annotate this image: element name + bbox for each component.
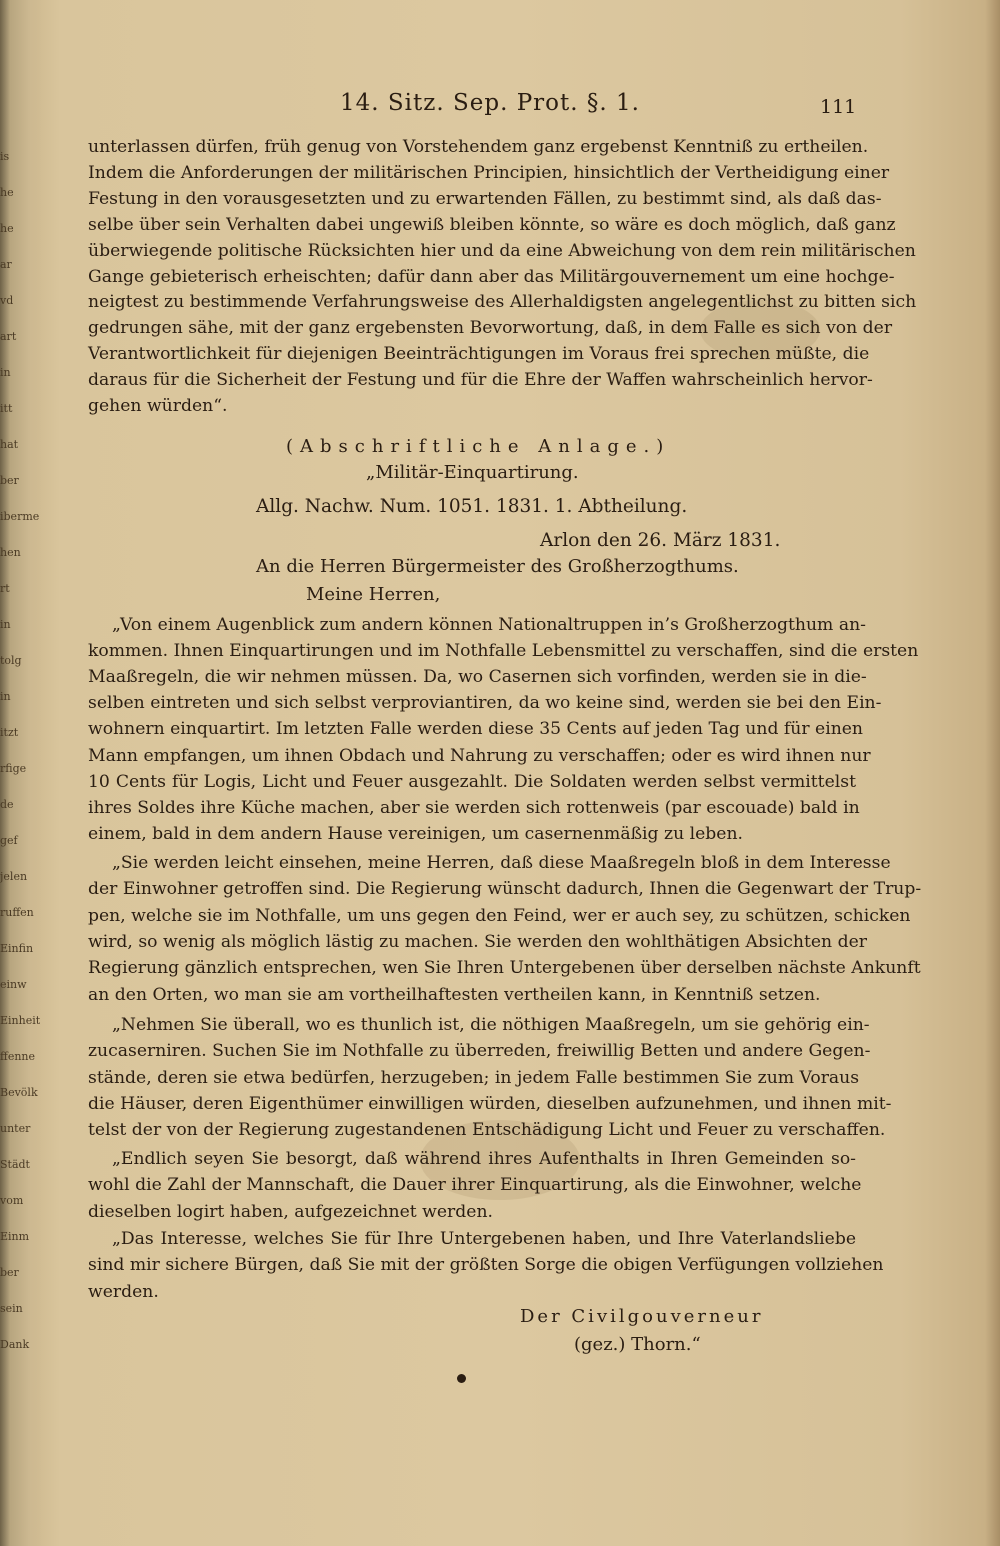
text-line: pen, welche sie im Nothfalle, um uns gegen den Feind, wer er auch sey, zu schützen, schicken bbox=[88, 905, 911, 926]
gutter-fragment: de bbox=[0, 798, 14, 811]
place-date: Arlon den 26. März 1831. bbox=[540, 530, 781, 551]
gutter-fragment: in bbox=[0, 618, 11, 631]
text-line: 10 Cents für Logis, Licht und Feuer ausgezahlt. Die Soldaten werden selbst vermittelst bbox=[88, 771, 856, 792]
gutter-fragment: ber bbox=[0, 474, 19, 487]
text-line: Festung in den vorausgesetzten und zu erwartenden Fällen, zu bestimmt sind, als daß das- bbox=[88, 188, 882, 209]
text-line: wohnern einquartirt. Im letzten Falle werden diese 35 Cents auf jeden Tag und für einen bbox=[88, 719, 864, 740]
gutter-fragment: itzt bbox=[0, 726, 19, 739]
running-head: 14. Sitz. Sep. Prot. §. 1. bbox=[340, 90, 640, 116]
gutter-fragment: jelen bbox=[0, 870, 28, 883]
signature-title: Der Civilgouverneur bbox=[520, 1306, 764, 1327]
gutter-fragment: tolg bbox=[0, 654, 22, 667]
text-line: selbe über sein Verhalten dabei ungewiß bleiben könnte, so wäre es doch möglich, daß ganz bbox=[88, 214, 896, 235]
page-number: 111 bbox=[820, 96, 857, 118]
text-line: daraus für die Sicherheit der Festung und für die Ehre der Waffen wahrscheinlich hervor- bbox=[88, 370, 873, 391]
text-line: Maaßregeln, die wir nehmen müssen. Da, wo Casernen sich vorfinden, werden sie in die- bbox=[88, 667, 867, 688]
gutter-fragment: iberme bbox=[0, 510, 40, 523]
addressee: An die Herren Bürgermeister des Großherzogthums. bbox=[256, 556, 739, 577]
text-line: „Endlich seyen Sie besorgt, daß während ihres Aufenthalts in Ihren Gemeinden so- bbox=[112, 1149, 856, 1169]
text-line: der Einwohner getroffen sind. Die Regierung wünscht dadurch, Ihnen die Gegenwart der Trup- bbox=[88, 879, 922, 900]
gutter-fragment: Einfin bbox=[0, 942, 34, 955]
gutter-fragment: ber bbox=[0, 1266, 19, 1279]
gutter-fragment: Städt bbox=[0, 1158, 30, 1171]
gutter-fragment: ruffen bbox=[0, 906, 34, 919]
text-line: „Das Interesse, welches Sie für Ihre Untergebenen haben, und Ihre Vaterlandsliebe bbox=[112, 1229, 856, 1249]
gutter-fragment: Einheit bbox=[0, 1014, 40, 1027]
text-line: Indem die Anforderungen der militärischen Principien, hinsichtlich der Vertheidigung einer bbox=[88, 162, 890, 183]
text-line: „Nehmen Sie überall, wo es thunlich ist, die nöthigen Maaßregeln, um sie gehörig ein- bbox=[112, 1015, 870, 1035]
text-line: Verantwortlichkeit für diejenigen Beeinträchtigungen im Voraus frei sprechen müßte, die bbox=[88, 344, 870, 365]
gutter-fragment: Bevölk bbox=[0, 1086, 38, 1099]
gutter-fragment: is bbox=[0, 150, 10, 163]
text-line: an den Orten, wo man sie am vortheilhaftesten vertheilen kann, in Kenntniß setzen. bbox=[88, 984, 821, 1005]
text-line: telst der von der Regierung zugestandenen Entschädigung Licht und Feuer zu verschaffen. bbox=[88, 1120, 886, 1141]
gutter-fragment: hat bbox=[0, 438, 19, 451]
gutter-fragment: art bbox=[0, 330, 17, 343]
gutter-fragment: in bbox=[0, 366, 11, 379]
text-line: zucaserniren. Suchen Sie im Nothfalle zu überreden, freiwillig Betten und andere Gegen- bbox=[88, 1041, 871, 1062]
salutation: Meine Herren, bbox=[306, 584, 441, 605]
text-line: stände, deren sie etwa bedürfen, herzugeben; in jedem Falle bestimmen Sie zum Voraus bbox=[88, 1067, 860, 1088]
gutter-fragment: ar bbox=[0, 258, 12, 271]
gutter-fragment: vom bbox=[0, 1194, 24, 1207]
text-line: „Von einem Augenblick zum andern können Nationaltruppen in’s Großherzogthum an- bbox=[112, 615, 866, 635]
text-line: gehen würden“. bbox=[88, 396, 228, 416]
gutter-fragment: he bbox=[0, 222, 14, 235]
gutter-fragment: Dank bbox=[0, 1338, 30, 1351]
gutter-fragment: einw bbox=[0, 978, 27, 991]
text-line: dieselben logirt haben, aufgezeichnet werden. bbox=[88, 1201, 493, 1222]
gutter-fragment: in bbox=[0, 690, 11, 703]
gutter-fragment: itt bbox=[0, 402, 13, 415]
gutter-fragment: rt bbox=[0, 582, 10, 595]
annex-heading: (Abschriftliche Anlage.) bbox=[286, 436, 671, 457]
gutter-fragment: unter bbox=[0, 1122, 31, 1135]
page-gutter bbox=[0, 0, 42, 1546]
text-line: unterlassen dürfen, früh genug von Vorstehendem ganz ergebenst Kenntniß zu ertheilen. bbox=[88, 137, 869, 157]
text-line: einem, bald in dem andern Hause vereinigen, um casernenmäßig zu leben. bbox=[88, 823, 743, 844]
signature-name: (gez.) Thorn.“ bbox=[574, 1334, 701, 1355]
gutter-fragment: rfige bbox=[0, 762, 27, 775]
text-line: überwiegende politische Rücksichten hier und da eine Abweichung von dem rein militärischen bbox=[88, 240, 916, 261]
annex-subheading: „Militär-Einquartirung. bbox=[366, 462, 579, 483]
text-line: selben eintreten und sich selbst verproviantiren, da wo keine sind, werden sie bei den Ein- bbox=[88, 693, 882, 714]
text-line: werden. bbox=[88, 1281, 159, 1302]
text-line: Mann empfangen, um ihnen Obdach und Nahrung zu verschaffen; oder es wird ihnen nur bbox=[88, 745, 871, 766]
ink-spot bbox=[457, 1374, 466, 1383]
text-line: kommen. Ihnen Einquartirungen und im Nothfalle Lebensmittel zu verschaffen, sind die ersten bbox=[88, 641, 919, 662]
text-line: „Sie werden leicht einsehen, meine Herren, daß diese Maaßregeln bloß in dem Interesse bbox=[112, 853, 891, 873]
gutter-fragment: Einm bbox=[0, 1230, 30, 1243]
annex-reference: Allg. Nachw. Num. 1051. 1831. 1. Abtheilung. bbox=[256, 496, 688, 517]
gutter-fragment: ffenne bbox=[0, 1050, 36, 1063]
text-line: ihres Soldes ihre Küche machen, aber sie werden sich rottenweis (par escouade) bald in bbox=[88, 797, 860, 818]
text-line: wohl die Zahl der Mannschaft, die Dauer ihrer Einquartirung, als die Einwohner, welche bbox=[88, 1175, 862, 1196]
text-line: Regierung gänzlich entsprechen, wen Sie Ihren Untergebenen über derselben nächste Ankunft bbox=[88, 958, 921, 979]
text-line: gedrungen sähe, mit der ganz ergebensten Bevorwortung, daß, in dem Falle es sich von der bbox=[88, 318, 893, 339]
gutter-fragment: gef bbox=[0, 834, 18, 847]
gutter-fragment: he bbox=[0, 186, 14, 199]
text-line: die Häuser, deren Eigenthümer einwilligen würden, dieselben aufzunehmen, und ihnen mit- bbox=[88, 1093, 892, 1114]
page-header bbox=[0, 90, 1000, 126]
gutter-fragment: hen bbox=[0, 546, 21, 559]
text-line: neigtest zu bestimmende Verfahrungsweise des Allerhaldigsten angelegentlichst zu bitten sich bbox=[88, 292, 917, 313]
gutter-fragment: sein bbox=[0, 1302, 23, 1315]
text-line: wird, so wenig als möglich lästig zu machen. Sie werden den wohlthätigen Absichten der bbox=[88, 931, 867, 952]
text-line: Gange gebieterisch erheischten; dafür dann aber das Militärgouvernement um eine hochge- bbox=[88, 266, 895, 287]
text-line: sind mir sichere Bürgen, daß Sie mit der größten Sorge die obigen Verfügungen vollziehen bbox=[88, 1255, 884, 1276]
gutter-fragment: vd bbox=[0, 294, 14, 307]
